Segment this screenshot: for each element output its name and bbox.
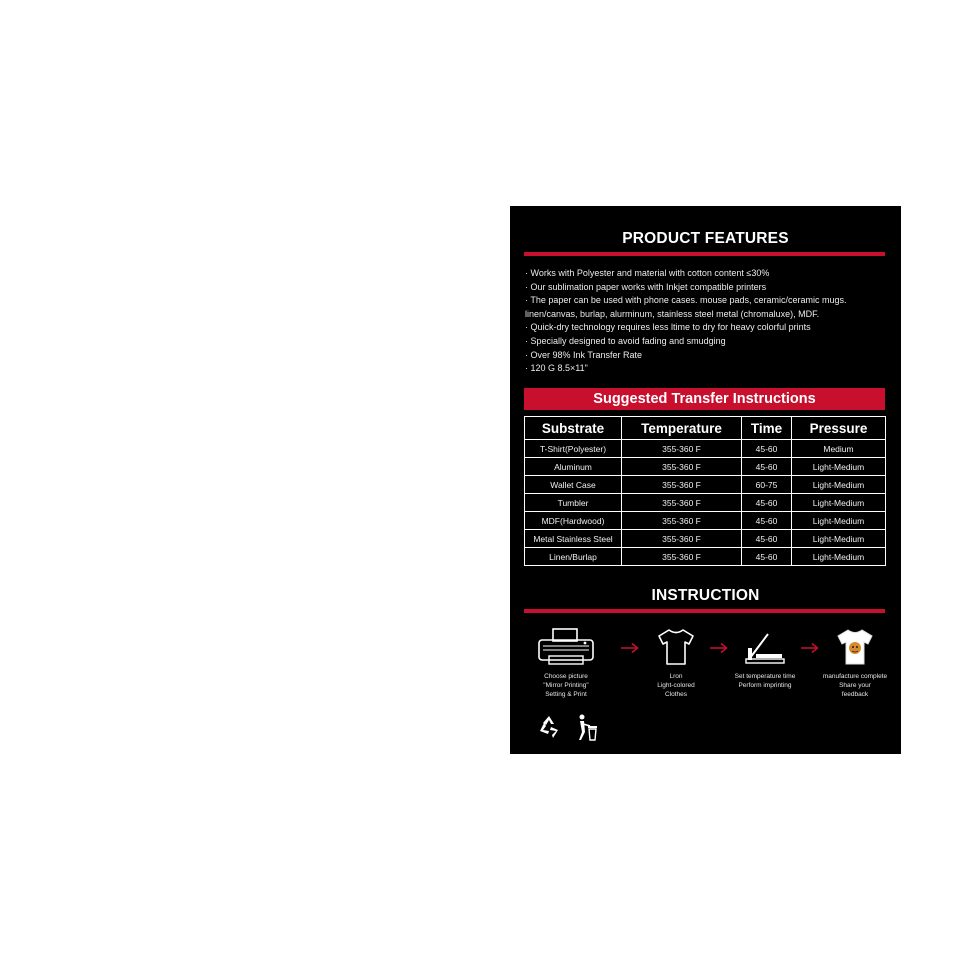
instruction-steps [510, 626, 901, 706]
cell-temperature: 355-360 F [622, 494, 742, 512]
step-iron [645, 626, 707, 699]
feature-item: · Over 98% Ink Transfer Rate [525, 349, 643, 360]
feature-item: · 120 G 8.5×11" [525, 363, 588, 374]
cell-substrate: Linen/Burlap [525, 548, 622, 566]
transfer-instructions-banner: Suggested Transfer Instructions [524, 388, 885, 410]
cell-time: 45-60 [742, 512, 792, 530]
table-row [525, 494, 886, 512]
cell-time: 45-60 [742, 458, 792, 476]
table-row [525, 512, 886, 530]
step-caption: Set temperature time Perform imprinting [734, 673, 796, 689]
feature-item: · The paper can be used with phone cases. mouse pads, ceramic/ceramic mugs. linen/canvas, burlap, alurminum, stainless steel metal (chromaluxe), MDF. [525, 295, 847, 319]
cell-substrate: T-Shirt(Polyester) [525, 440, 622, 458]
transfer-table [524, 416, 886, 566]
header-time: Time [742, 417, 792, 440]
step-print [530, 626, 602, 699]
step-caption: manufacture complete Share your feedback [822, 673, 888, 698]
table-row [525, 476, 886, 494]
features-list [525, 267, 890, 376]
table-row [525, 440, 886, 458]
header-temperature: Temperature [622, 417, 742, 440]
cell-substrate: MDF(Hardwood) [525, 512, 622, 530]
table-row [525, 458, 886, 476]
feature-item: · Specially designed to avoid fading and smudging [525, 335, 726, 346]
cell-pressure: Light-Medium [792, 530, 886, 548]
cell-pressure: Light-Medium [792, 494, 886, 512]
features-divider [524, 252, 885, 256]
step-caption: Lron Light-colored Clothes [657, 673, 695, 698]
cell-temperature: 355-360 F [622, 512, 742, 530]
cell-pressure: Light-Medium [792, 458, 886, 476]
cell-substrate: Aluminum [525, 458, 622, 476]
heat-press-icon [742, 626, 788, 668]
cell-time: 45-60 [742, 548, 792, 566]
cell-temperature: 355-360 F [622, 548, 742, 566]
arrow-right-icon [620, 642, 640, 654]
header-substrate: Substrate [525, 417, 622, 440]
tshirt-icon [655, 626, 697, 668]
product-info-card [510, 206, 901, 754]
cell-substrate: Metal Stainless Steel [525, 530, 622, 548]
table-row [525, 530, 886, 548]
printer-icon [535, 626, 597, 668]
instruction-title: INSTRUCTION [651, 587, 760, 604]
step-press [728, 626, 802, 690]
cell-pressure: Light-Medium [792, 548, 886, 566]
features-title: PRODUCT FEATURES [622, 230, 789, 247]
header-pressure: Pressure [792, 417, 886, 440]
cell-time: 45-60 [742, 494, 792, 512]
feature-item: · Our sublimation paper works with Inkjet compatible printers [525, 281, 767, 292]
cell-temperature: 355-360 F [622, 440, 742, 458]
feature-item: · Works with Polyester and material with cotton content ≤30% [525, 268, 770, 278]
printed-tshirt-icon [834, 626, 876, 668]
cell-pressure: Medium [792, 440, 886, 458]
trash-bin-icon [574, 712, 600, 742]
cell-time: 45-60 [742, 440, 792, 458]
feature-item: · Quick-dry technology requires less ltime to dry for heavy colorful prints [525, 322, 811, 333]
cell-pressure: Light-Medium [792, 476, 886, 494]
cell-time: 60-75 [742, 476, 792, 494]
instruction-divider [524, 609, 885, 613]
recycle-icon [536, 714, 562, 740]
arrow-right-icon [709, 642, 729, 654]
cell-temperature: 355-360 F [622, 458, 742, 476]
step-complete [812, 626, 898, 699]
cell-substrate: Wallet Case [525, 476, 622, 494]
table-row [525, 548, 886, 566]
table-header-row [525, 417, 886, 440]
cell-substrate: Tumbler [525, 494, 622, 512]
cell-pressure: Light-Medium [792, 512, 886, 530]
step-caption: Choose picture "Mirror Printing" Setting & Print [543, 673, 589, 698]
cell-temperature: 355-360 F [622, 476, 742, 494]
cell-temperature: 355-360 F [622, 530, 742, 548]
cell-time: 45-60 [742, 530, 792, 548]
